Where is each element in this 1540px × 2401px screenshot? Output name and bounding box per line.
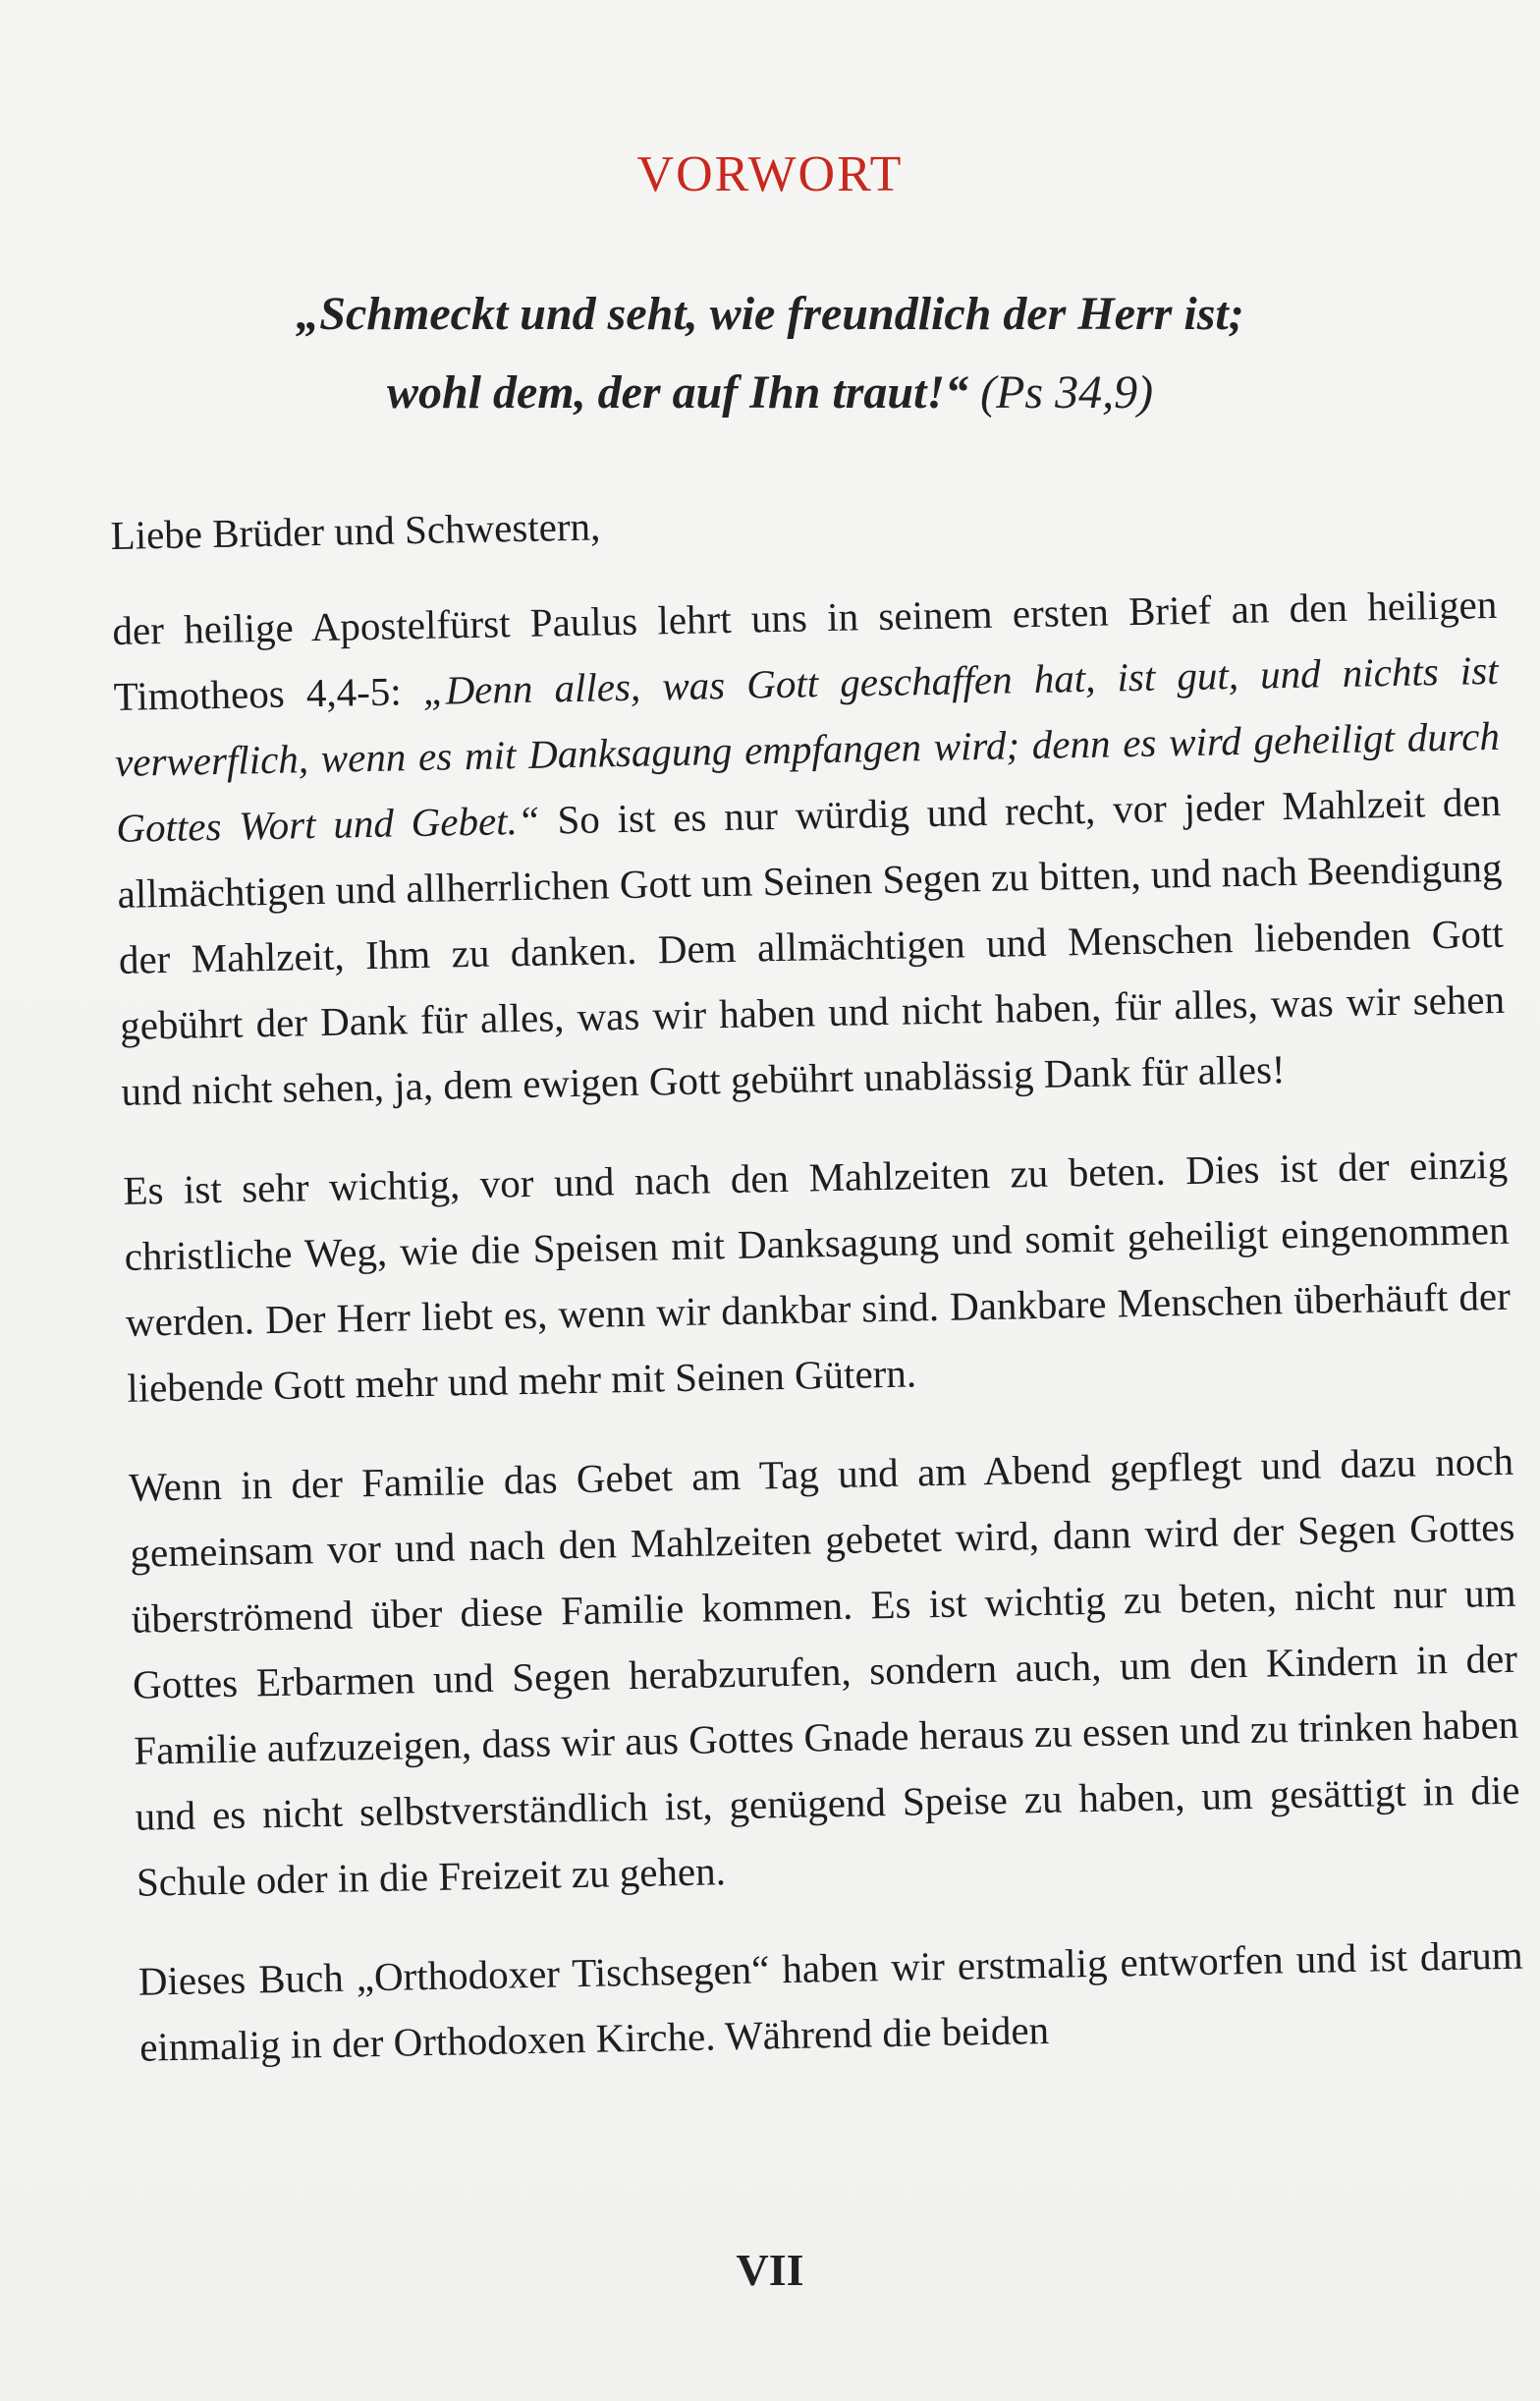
epigraph-line-2 <box>0 365 1540 419</box>
paragraph-1-start: der heilige Apostelfürst Paulus lehrt uns in seinem ersten Brief an den heiligen Timotheos 4,4-5: <box>112 581 1498 719</box>
paragraph-4: Dieses Buch „Orthodoxer Tischsegen“ haben wir erstmalig entworfen und ist darum einmalig in der Orthodoxen Kirche. Während die beiden <box>138 1931 1524 2070</box>
epigraph-line-2-text: wohl dem, der auf Ihn traut!“ <box>386 366 969 419</box>
paragraph-1-end: So ist es nur würdig und recht, vor jeder Mahlzeit den allmächtigen und allherrlichen Gott um Seinen Segen zu bitten, und nach Beendigung der Mahlzeit, Ihm zu danken. Dem allmächtigen und Menschen liebenden Gott gebührt der Dank für alles, was wir haben und nicht haben, für alles, was wir sehen und nicht sehen, ja, dem ewigen Gott gebührt unablässig Dank für alles! <box>117 778 1506 1114</box>
paragraph-1 <box>112 572 1507 1125</box>
paragraph-1-scripture-quote: „Denn alles, was Gott geschaffen hat, ist gut, und nichts ist verwerflich, wenn es mit Danksagung empfangen wird; denn es wird geheiligt durch Gottes Wort und Gebet.“ <box>114 646 1501 851</box>
paragraph-3: Wenn in der Familie das Gebet am Tag und am Abend gepflegt und dazu noch gemeinsam vor und nach den Mahlzeiten gebetet wird, dann wird der Segen Gottes überströmend über diese Familie kommen. Es ist wichtig zu beten, nicht nur um Gottes Erbarmen und Segen herabzurufen, sondern auch, um den Kindern in der Familie aufzuzeigen, dass wir aus Gottes Gnade heraus zu essen und zu trinken haben und es nicht selbstverständlich ist, genügend Speise zu haben, um gesättigt in die Schule oder in die Freizeit zu gehen. <box>128 1437 1520 1905</box>
chapter-title: VORWORT <box>636 146 904 202</box>
paragraph-2: Es ist sehr wichtig, vor und nach den Mahlzeiten zu beten. Dies ist der einzig christliche Weg, wie die Speisen mit Danksagung und somit geheiligt eingenommen werden. Der Herr liebt es, wenn wir dankbar sind. Dankbare Menschen überhäuft der liebende Gott mehr und mehr mit Seinen Gütern. <box>122 1141 1512 1411</box>
salutation: Liebe Brüder und Schwestern, <box>110 503 601 558</box>
page-number: VII <box>736 2245 804 2295</box>
epigraph-line-1: „Schmeckt und seht, wie freundlich der Herr ist; <box>296 288 1244 340</box>
body-text <box>110 476 1525 2114</box>
epigraph-reference: (Ps 34,9) <box>980 366 1154 419</box>
